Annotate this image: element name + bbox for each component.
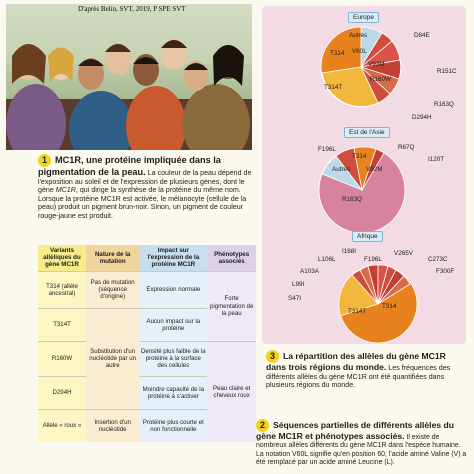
allele-label: T314T [324,84,343,91]
table-cell: Aucun impact sur la protéine [139,308,207,341]
doc1-number-badge: 1 [38,154,51,167]
doc3-caption [266,350,466,390]
pie-africa [338,264,418,344]
doc3-number-badge: 3 [266,350,279,363]
table-cell: T314T [38,308,86,341]
allele-label: T314 [330,50,345,57]
allele-label: T314 [352,153,367,160]
allele-label: V92M [368,61,385,68]
allele-label: Autres [332,166,351,173]
table-header: Phénotypes associés [207,245,256,271]
table-cell: Allèle « roux » [38,409,86,442]
doc1-gene: MC1R [55,186,76,195]
allele-label: F196L [318,146,336,153]
allele-label: I120T [428,156,445,163]
allele-label: C273C [428,256,448,263]
doc1-body-1: La couleur de la peau dépend de l'exposition au soleil et de l'expression de plusieurs gènes, dont le gène [38,169,252,195]
region-label-asia: Est de l'Asie [344,127,390,138]
allele-label: L106L [318,256,336,263]
table-cell: Moindre capacité de la protéine à s'activer [139,376,207,409]
allele-label: T314 [382,303,397,310]
allele-label: F300F [436,268,455,275]
doc2-caption [256,419,468,467]
table-cell: R160W [38,341,86,376]
allele-table [38,245,256,442]
allele-label: D84E [414,32,430,39]
allele-label: R163Q [342,196,362,203]
allele-label: D294H [412,114,432,121]
table-header: Impact sur l'expression de la protéine MC1R [139,245,207,271]
table-cell: Densité plus faible de la protéine à la surface des cellules [139,341,207,376]
allele-label: V60L [352,48,367,55]
doc2-body: Il existe de nombreux allèles différents du gène MC1R dans l'espèce humaine. La notation V60L signifie qu'en position 60, l'acide aminé Valine (V) a été remplacé par un acide aminé Leucine (L). [256,434,467,466]
table-cell: Expression normale [139,271,207,308]
table-header: Variants alléliques du gène MC1R [38,245,86,271]
table-cell: Protéine plus courte et non fonctionnelle [139,409,207,442]
doc1-body-2: , qui dirige la synthèse de la protéine du même nom. Lorsque la protéine MC1R est activée, le mélanocyte (cellule de la peau) produit un pigment brun-noir. Sinon, un pigment de couleur rouge-jaune est produit. [38,186,247,220]
region-label-africa: Afrique [352,231,383,242]
allele-label: V92M [366,166,383,173]
doc2-number-badge: 2 [256,419,269,432]
allele-label: V265V [394,250,413,257]
allele-label: R151C [437,68,457,75]
photo-credit: D'après Belin, SVT, 2019, P SPE SVT [78,5,186,13]
allele-label: T314T [348,308,367,315]
table-row [38,271,256,308]
doc1-title: MC1R, une protéine impliquée dans la pigmentation de la peau. [38,155,221,177]
allele-label: R160W [370,76,391,83]
table-cell: Forte pigmentation de la peau [207,271,256,341]
allele-label: F196L [364,256,382,263]
allele-label: R163Q [434,101,454,108]
region-label-europe: Europe [348,12,379,23]
table-cell: Substitution d'un nucléotide par un autre [86,308,139,409]
table-cell: D294H [38,376,86,409]
table-row [38,341,256,376]
allele-label: R67Q [398,144,415,151]
allele-label: I168I [342,248,357,255]
doc1-caption [38,154,254,221]
doc2-title: Séquences partielles de différents allèles du gène MC1R et phénotypes associés. [256,420,455,441]
table-header-row [38,245,256,271]
allele-label: Autres [349,32,368,39]
doc3-title: La répartition des allèles du gène MC1R dans trois régions du monde. [266,351,446,372]
table-cell: Peau claire et cheveux roux [207,341,256,442]
allele-label: L99I [292,281,305,288]
allele-label: A103A [300,268,319,275]
table-cell: T314 (allèle ancestral) [38,271,86,308]
table-cell: Insertion d'un nucléotide [86,409,139,442]
table-header: Nature de la mutation [86,245,139,271]
table-cell: Pas de mutation (séquence d'origine) [86,271,139,308]
group-photo [6,4,252,150]
doc3-body: Les fréquences des différents allèles du gène MC1R ont été quantifiées dans plusieurs régions du monde. [266,364,451,390]
pie-charts-panel [262,6,466,344]
allele-label: S47I [288,295,301,302]
